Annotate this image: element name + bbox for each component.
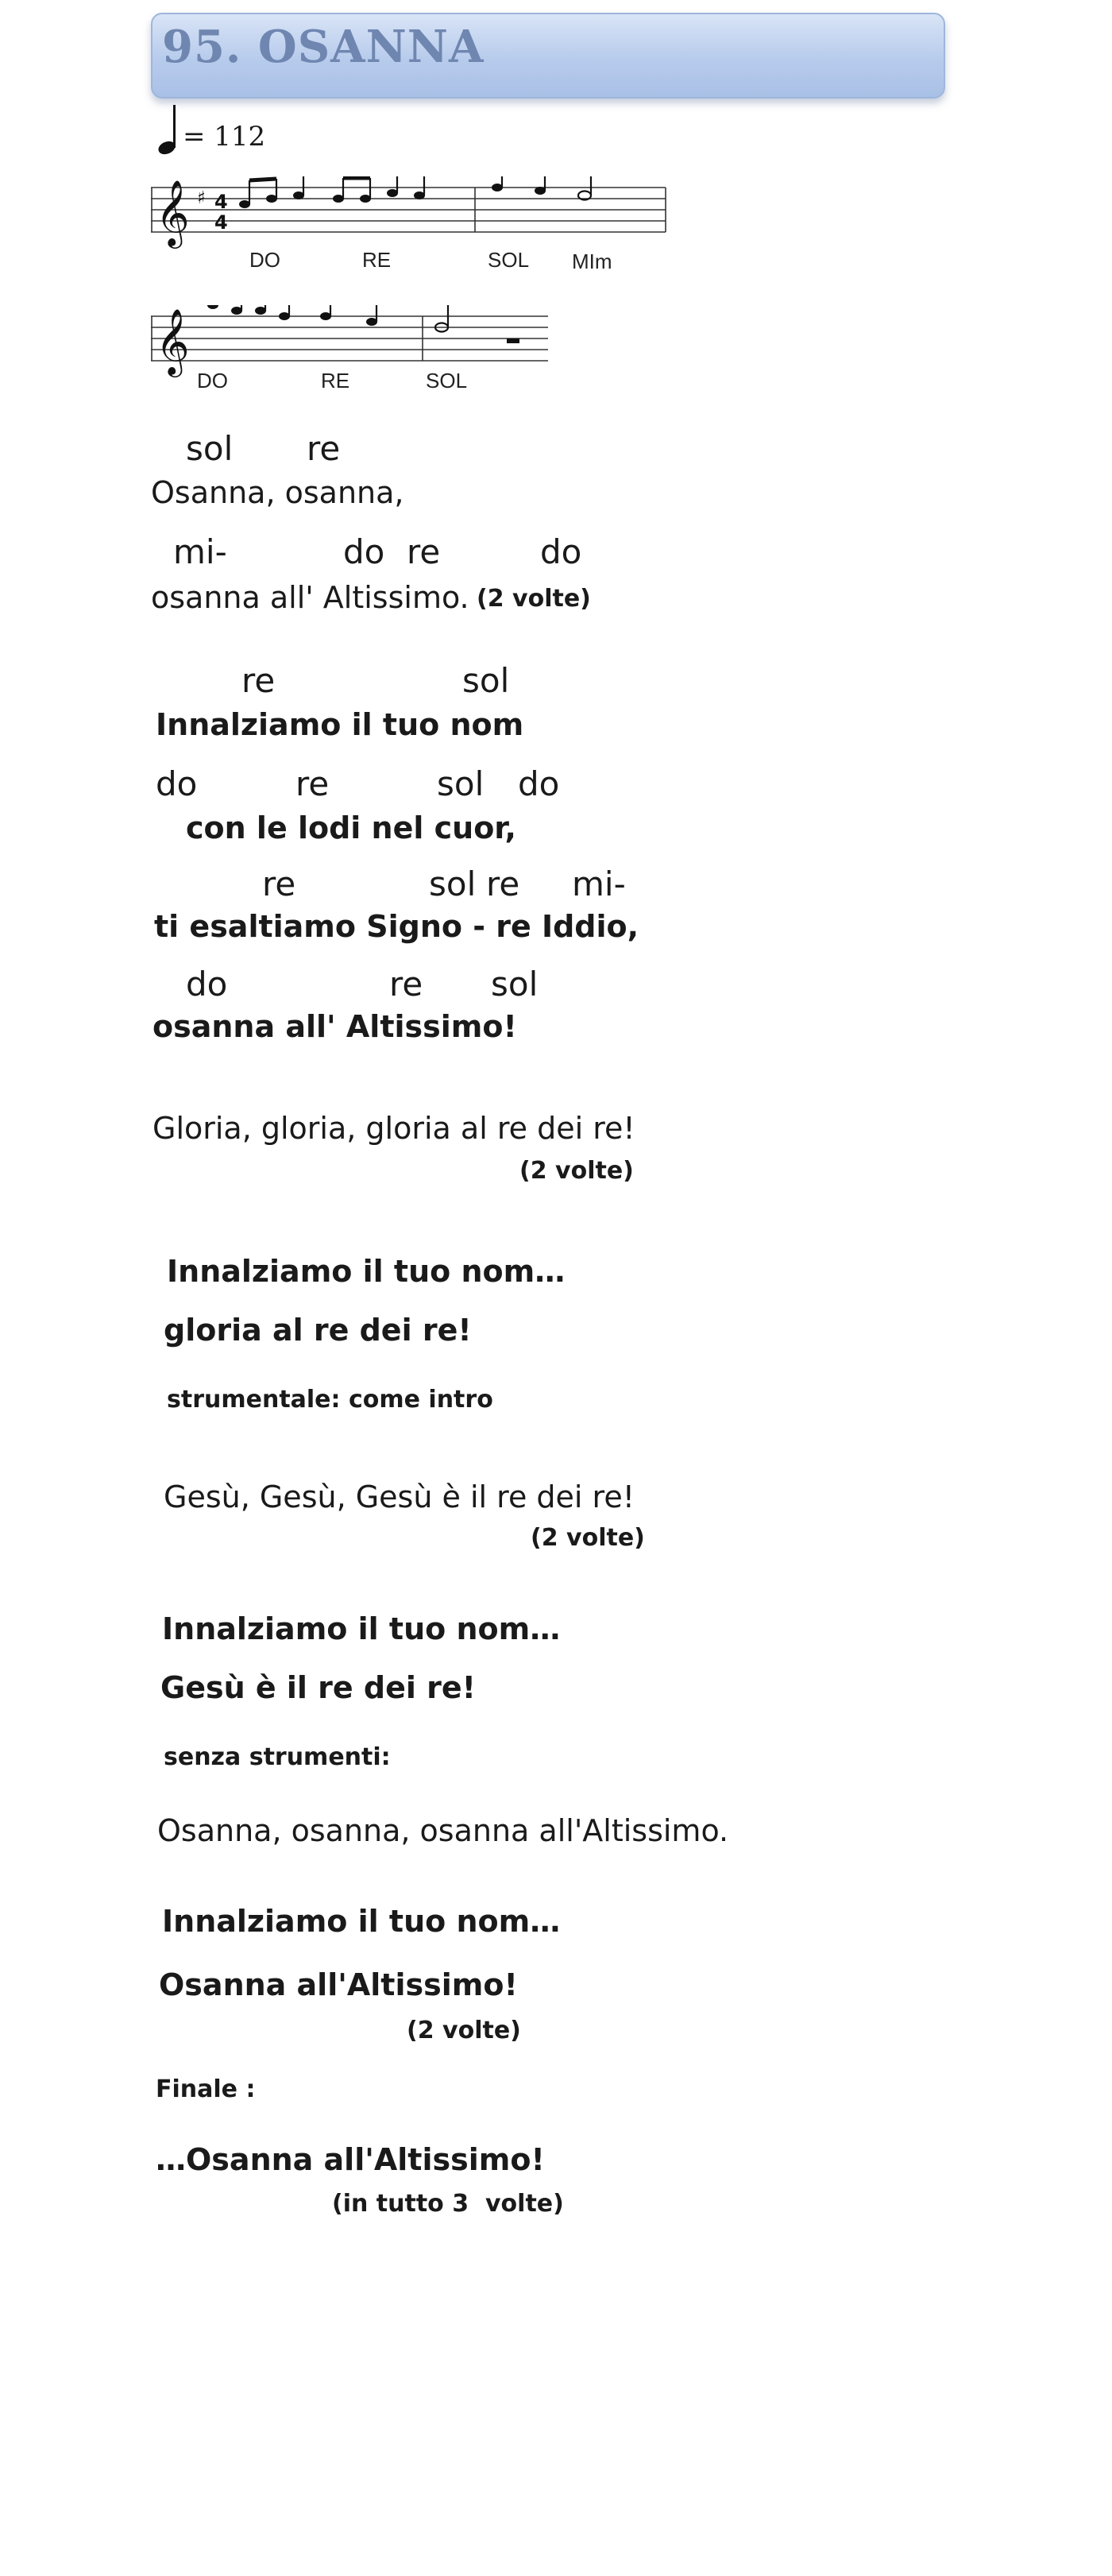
staff1-chord: RE <box>362 248 392 272</box>
chord: re <box>486 864 520 903</box>
instrumental-note: strumentale: come intro <box>167 1386 493 1414</box>
repeat-note: (2 volte) <box>477 585 591 613</box>
chord: re <box>295 764 330 803</box>
chord: do <box>343 532 385 571</box>
chord: re <box>307 429 341 468</box>
no-instruments-note: senza strumenti: <box>164 1743 391 1771</box>
chord: sol <box>186 429 234 468</box>
svg-text:𝄞: 𝄞 <box>156 307 190 374</box>
lyric-line: Gloria, gloria, gloria al re dei re! <box>153 1111 635 1146</box>
chord: do <box>518 764 560 803</box>
repeat-note: (in tutto 3 volte) <box>332 2190 564 2218</box>
chord: sol <box>429 864 477 903</box>
music-staff-1 <box>151 176 675 256</box>
chord: do <box>186 965 228 1004</box>
reprise-line: gloria al re dei re! <box>164 1313 472 1348</box>
lyric-line: Osanna, osanna, <box>151 475 404 510</box>
finale-line: …Osanna all'Altissimo! <box>156 2142 545 2177</box>
svg-text:𝄞: 𝄞 <box>156 179 190 246</box>
chorus-line: ti esaltiamo Signo - re Iddio, <box>154 909 639 944</box>
chord: re <box>407 532 441 571</box>
svg-text:♯: ♯ <box>197 188 206 208</box>
chord: re <box>262 864 296 903</box>
chord: mi- <box>173 532 227 571</box>
chord: do <box>156 764 198 803</box>
reprise-line: Gesù è il re dei re! <box>160 1670 476 1705</box>
staff2-chord: RE <box>321 369 350 393</box>
staff1-chord: SOL <box>488 248 530 272</box>
chorus-line: Innalziamo il tuo nom <box>156 707 524 742</box>
tempo-value: = 112 <box>183 121 266 153</box>
chord: sol <box>491 965 539 1004</box>
chorus-line: osanna all' Altissimo! <box>153 1009 517 1044</box>
chord: sol <box>437 764 485 803</box>
staff1-chord: MIm <box>572 249 612 273</box>
chorus-line: con le lodi nel cuor, <box>186 810 516 845</box>
chord: re <box>389 965 423 1004</box>
repeat-note: (2 volte) <box>531 1524 645 1552</box>
lyric-line: Gesù, Gesù, Gesù è il re dei re! <box>164 1479 635 1514</box>
staff1-chord: DO <box>249 248 280 272</box>
svg-text:4: 4 <box>214 191 228 213</box>
lyric-line: osanna all' Altissimo. <box>151 580 469 615</box>
svg-text:4: 4 <box>214 211 228 234</box>
song-title: 95. OSANNA <box>162 21 485 73</box>
staff2-chord: DO <box>197 369 228 393</box>
repeat-note: (2 volte) <box>519 1157 634 1185</box>
lyric-line: Osanna, osanna, osanna all'Altissimo. <box>157 1813 729 1848</box>
chord: mi- <box>572 864 626 903</box>
staff2-chord: SOL <box>426 369 468 393</box>
tempo-marking <box>151 102 357 157</box>
finale-label: Finale : <box>156 2075 256 2103</box>
reprise-line: Innalziamo il tuo nom… <box>162 1611 561 1646</box>
reprise-line: Osanna all'Altissimo! <box>159 1967 518 2002</box>
reprise-line: Innalziamo il tuo nom… <box>167 1254 566 1289</box>
repeat-note: (2 volte) <box>407 2017 521 2044</box>
title-banner <box>151 13 945 99</box>
chord: sol <box>462 661 510 700</box>
chord: do <box>540 532 582 571</box>
reprise-line: Innalziamo il tuo nom… <box>162 1904 561 1939</box>
chord: re <box>241 661 276 700</box>
